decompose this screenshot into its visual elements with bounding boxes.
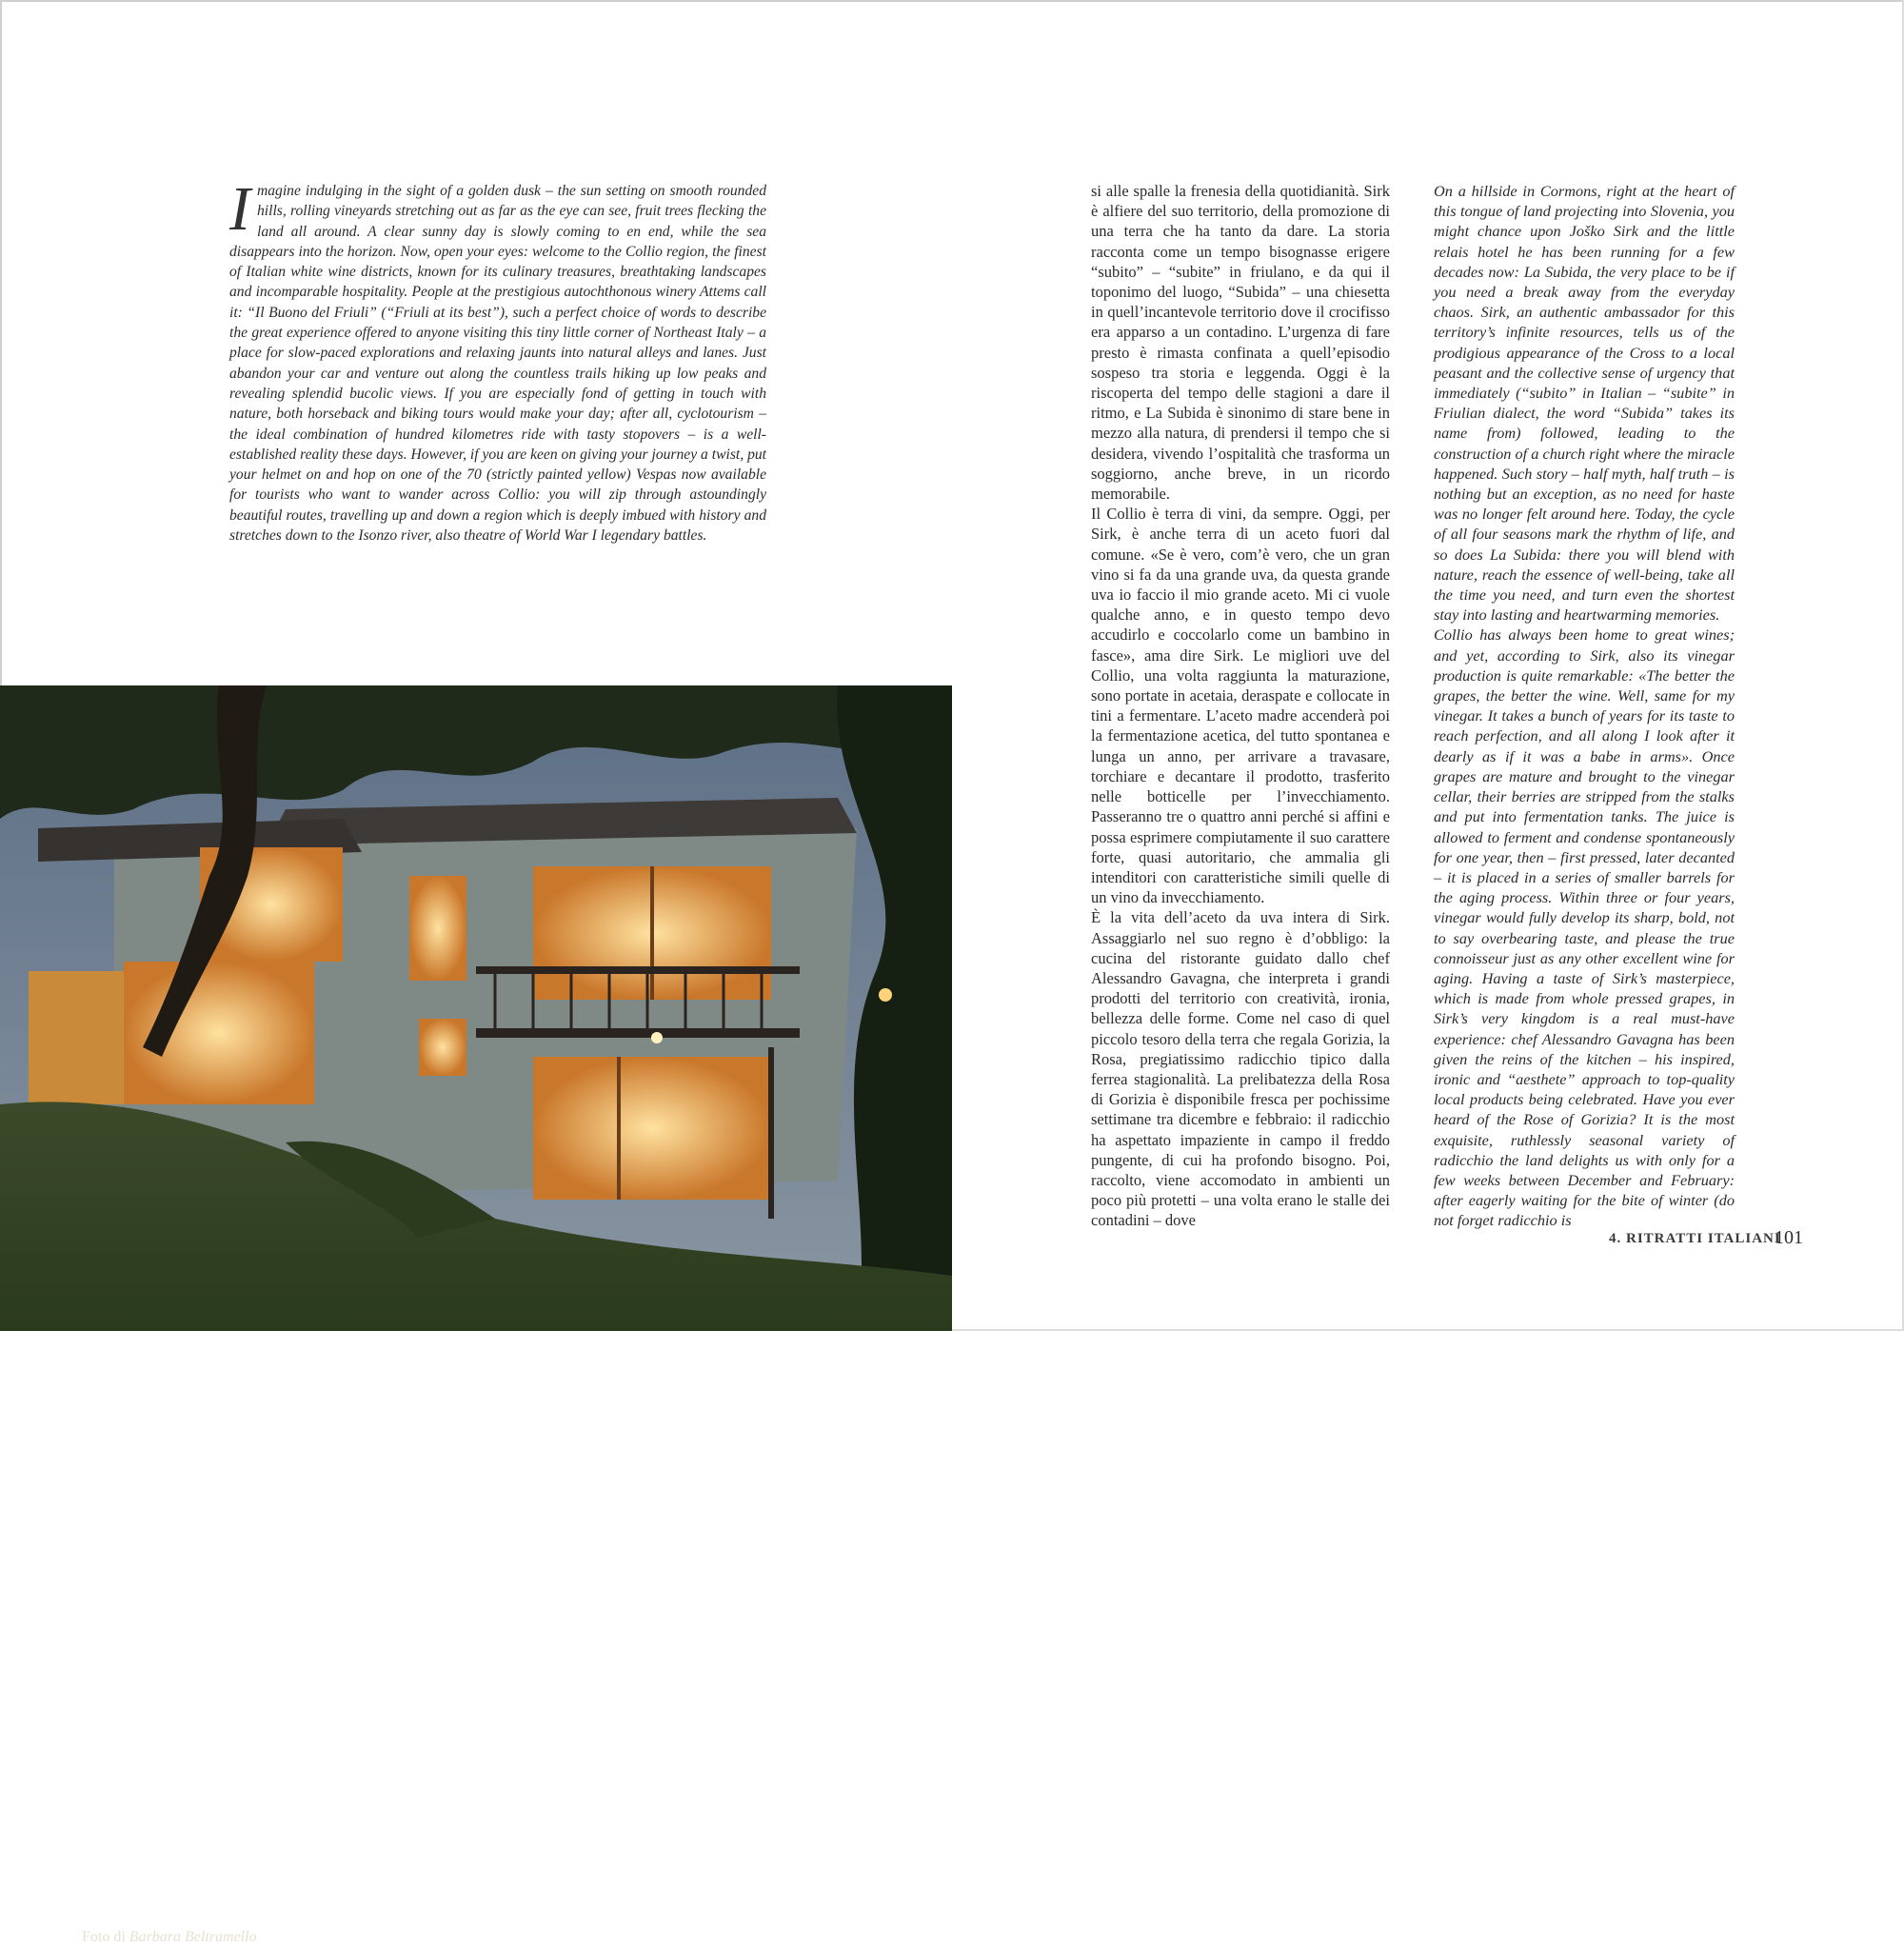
page-border — [952, 1329, 1904, 1331]
photographer-name: Barbara Beltramello — [129, 1929, 257, 1945]
page-number: 101 — [1775, 1227, 1803, 1248]
photo-illustration — [0, 685, 952, 1331]
photo-credit — [82, 1929, 257, 1946]
intro-paragraph — [229, 174, 766, 546]
english-paragraph: On a hillside in Cormons, right at the heart of this tongue of land projecting into Slovenia, you might chance upon Joško Sirk and the little relais hotel he has been running for a few decades now: La Subida, the very place to be if you need a break away from the everyday chaos. Sirk, an authentic ambassador for this territory’s infinite resources, tells us of the prodigious appearance of the Cross to a local peasant and the collective sense of urgency that immediately (“subito” in Italian – “subite” in Friulian dialect, the word “Subida” takes its name from) followed, leading to the construction of a church right where the miracle happened. Such story – half myth, half truth – is nothing but an exception, as no need for haste was no longer felt around here. Today, the cycle of all four seasons mark the rhythm of life, and so does La Subida: there you will blend with nature, reach the essence of well-being, take all the time you need, and turn even the shortest stay into lasting and heartwarming memories. — [1434, 182, 1735, 625]
english-column — [1434, 181, 1735, 1231]
drop-cap: I — [229, 174, 250, 244]
house-at-dusk-photo — [0, 685, 952, 1945]
page-border — [0, 0, 2, 687]
italian-paragraph: Il Collio è terra di vini, da sempre. Oggi, per Sirk, è anche terra di un aceto fuori dal comune. «Se è vero, com’è vero, che un gran vino si fa da una grande uva, da questa grande uva io faccio il mio grande aceto. Mi ci vuole qualche anno, e in questo tempo devo accudirlo e coccolarlo come un bambino in fasce», ama dire Sirk. Le migliori uve del Collio, una volta raggiunta la maturazione, sono portate in acetaia, deraspate e collocate in tini a fermentare. L’aceto madre accenderà poi la fermentazione acetica, del tutto spontanea e lunga un anno, per arrivare a travasare, torchiare e decantare il prodotto, trasferito nelle botticelle per l’invecchiamento. Passeranno tre o quattro anni perché si affini e possa esprimere compiutamente il suo carattere forte, quasi autoritario, che ammalia gli intenditori con caratteristiche simili quelle di un vino da invecchiamento. — [1091, 505, 1390, 907]
italian-paragraph: si alle spalle la frenesia della quotidianità. Sirk è alfiere del suo territorio, della promozione di una terra che ha tanto da dare. La storia racconta come un tempo bisognasse erigere “subito” – “subite” in friulano, e da qui il toponimo del luogo, “Subida” – una chiesetta in quell’incantevole territorio dove il crocifisso era apparso a un contadino. L’urgenza di fare presto è rimasta confinata a quell’episodio sospeso tra storia e leggenda. Oggi è la riscoperta del tempo delle stagioni a dare il ritmo, e La Subida è sinonimo di stare bene in mezzo alla natura, di prendersi il tempo che si desidera, vivendo l’ospitalità che trasforma un soggiorno, anche breve, in un ricordo memorabile. — [1091, 182, 1390, 504]
intro-text: magine indulging in the sight of a golden dusk – the sun setting on smooth rounded hills, rolling vineyards stretching out as far as the eye can see, fruit trees flecking the land all around. A clear sunny day is slowly coming to en end, while the sea disappears into the horizon. Now, open your eyes: welcome to the Collio region, the finest of Italian white wine districts, known for its culinary treasures, breathtaking landscapes and incomparable hospitality. People at the prestigious autochthonous winery Attems call it: “Il Buono del Friuli” (“Friuli at its best”), such a perfect choice of words to describe the great experience offered to anyone visiting this tiny little corner of Northeast Italy – a place for slow-paced explorations and relaxing jaunts into natural alleys and lanes. Just abandon your car and venture out along the countless trails hiking up low peaks and revealing splendid bucolic views. If you are especially fond of getting in touch with nature, both horseback and biking tours would make your day; after all, cyclotourism – the ideal combination of hundred kilometres ride with tasty stopovers – is a well-established reality these days. However, if you are keen on giving your journey a twist, put your helmet on and hop on one of the 70 (strictly painted yellow) Vespas now available for tourists who want to wander across Collio: you will zip through astoundingly beautiful routes, travelling up and down a region which is deeply imbued with history and stretches down to the Isonzo river, also theatre of World War I legendary battles. — [229, 183, 766, 545]
page-border — [0, 0, 1904, 2]
credit-prefix: Foto di — [82, 1929, 126, 1945]
section-running-footer: 4. RITRATTI ITALIANI — [1609, 1231, 1781, 1246]
italian-column — [1091, 181, 1390, 1231]
english-paragraph: Collio has always been home to great wines; and yet, according to Sirk, also its vinegar production is quite remarkable: «The better the grapes, the better the wine. Well, same for my vinegar. It takes a bunch of years for its taste to reach perfection, and all along I look after it dearly as if it was a babe in arms». Once grapes are mature and brought to the vinegar cellar, their berries are stripped from the stalks and put into fermentation tanks. The juice is allowed to ferment and condense spontaneously for one year, then – first pressed, later decanted – it is placed in a series of smaller barrels for the aging process. Within three or four years, vinegar would fully develop its sharp, bold, not to say overbearing taste, and please the true connoisseur just as any other excellent wine for aging. Having a taste of Sirk’s masterpiece, which is made from whole pressed grapes, in Sirk’s very kingdom is a real must-have experience: chef Alessandro Gavagna has been given the reins of the kitchen – his inspired, ironic and “aesthete” approach to top-quality local products being celebrated. Have you ever heard of the Rose of Gorizia? It is the most exquisite, ruthlessly seasonal variety of radicchio the land delights us with only for a few weeks between December and February: after eagerly waiting for the bite of winter (do not forget radicchio is — [1434, 626, 1735, 1230]
italian-paragraph: È la vita dell’aceto da uva intera di Sirk. Assaggiarlo nel suo regno è d’obbligo: la cucina del ristorante guidato dallo chef Alessandro Gavagna, che interpreta i grandi prodotti del territorio con creatività, ironia, bellezza delle forme. Come nel caso di quel piccolo tesoro della terra che regala Gorizia, la Rosa, pregiatissimo radicchio tipico dalla ferrea stagionalità. La prelibatezza della Rosa di Gorizia è disponibile fresca per pochissime settimane tra dicembre e febbraio: il radicchio ha aspettato impaziente in campo il freddo pungente, di cui ha profondo bisogno. Poi, raccolto, viene accomodato in ambienti un poco più protetti – una volta erano le stalle dei contadini – dove — [1091, 908, 1390, 1230]
